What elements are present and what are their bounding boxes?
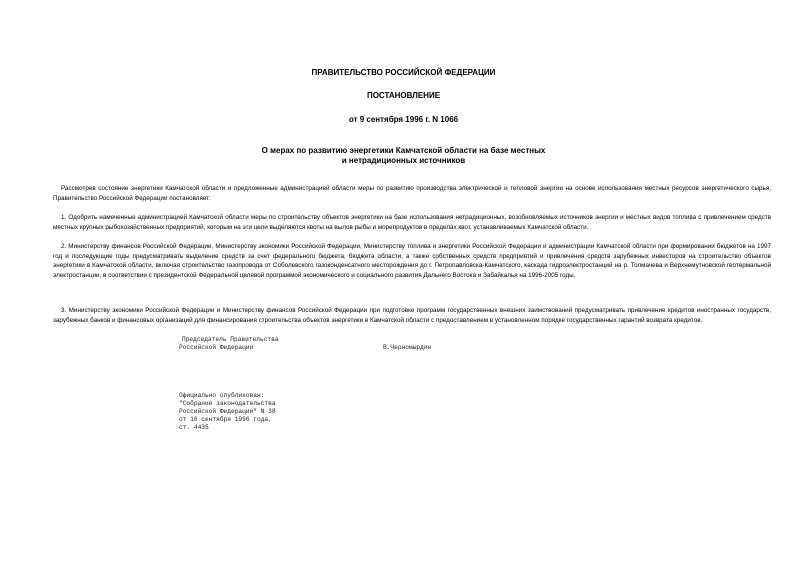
publication-line-1: Официально опубликован:: [179, 392, 265, 399]
document-title-line-2: и нетрадиционных источников: [341, 156, 466, 165]
item-3-paragraph: 3. Министерству экономики Российской Федерации и Министерству финансов Российской Федерации при подготовке программ государственных внешних заимствований предусматривать привлечение кредитов иностранных государств, зарубежных банков и финансовых организаций для финансирования строительства объектов энергетики в Камчатской области с предоставлением в установленном порядке государственных гарантий возврата кредитов.: [53, 307, 771, 324]
publication-line-5: ст. 4435: [179, 424, 209, 431]
publication-line-2: "Собрание законодательства: [179, 400, 276, 407]
document-type: ПОСТАНОВЛЕНИЕ: [366, 91, 441, 100]
document-date-number: от 9 сентября 1996 г. N 1066: [348, 115, 459, 124]
publication-line-3: Российской Федерации" N 38: [179, 408, 276, 415]
item-2-paragraph: 2. Министерству финансов Российской Федерации, Министерству экономики Российской Федерации, Министерству топлива и энергетики Российской Федерации и администрации Камчатской области при формировании бюджетов на 1997 год и последующие годы предусматривать выделение средств за счет федерального бюджета, бюджета области, а также собственных средств предприятий и привлечения средств зарубежных инвесторов на строительство объектов энергетики в Камчатской области, включая строительство газопровода от Соболевского газоконденсатного месторождения до г. Петропавловска-Камчатского, каскада гидроэлектростанций на р. Толмачева и Верхнемутновской геотермальной электростанции, в соответствии с президентской Федеральной целевой программой экономического и социального развития Дальнего Востока и Забайкалья на 1996-2005 годы.: [53, 243, 771, 279]
signature-position-line-1: Председатель Правительства: [182, 336, 279, 343]
signatory-name: В.Черномырдин: [383, 344, 432, 351]
preamble-paragraph: Рассмотрев состояние энергетики Камчатской области и предложенные администрацией области меры по развитию производства электрической и тепловой энергии на основе использования местных ресурсов энергетического сырья, Правительство Российской Федерации постановляет:: [53, 185, 771, 202]
item-1-paragraph: 1. Одобрить намеченные администрацией Камчатской области меры по строительству объектов энергетики на базе использования нетрадиционных, возобновляемых источников энергии и местных видов топлива с привлечением средств местных крупных рыбохозяйственных предприятий, которым на эти цели выделяются квоты на вылов рыбы и морепродуктов в пределах квот, устанавливаемых Камчатской области.: [53, 214, 771, 231]
signature-position-line-2: Российской Федерации: [179, 344, 254, 351]
publication-line-4: от 16 сентября 1996 года,: [179, 416, 272, 423]
government-heading: ПРАВИТЕЛЬСТВО РОССИЙСКОЙ ФЕДЕРАЦИИ: [311, 68, 496, 77]
document-title-line-1: О мерах по развитию энергетики Камчатской области на базе местных: [261, 146, 546, 155]
